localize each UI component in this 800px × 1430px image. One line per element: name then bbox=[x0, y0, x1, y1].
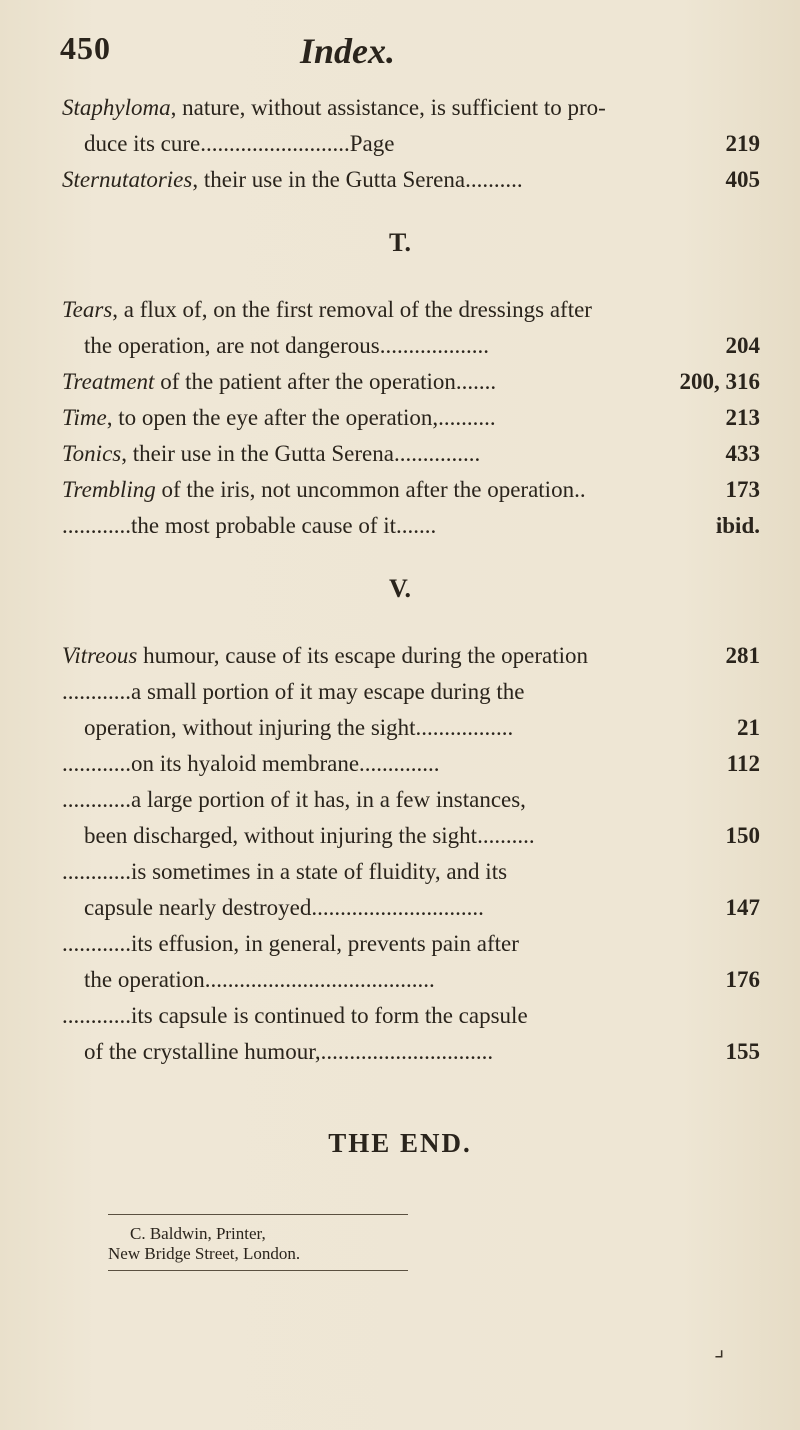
index-line bbox=[0, 362, 800, 402]
entry-page: 281 bbox=[725, 643, 760, 668]
index-line bbox=[0, 160, 800, 200]
index-line bbox=[0, 888, 800, 928]
entry-text: ............its capsule is continued to form the capsule bbox=[62, 1003, 528, 1028]
entry-page: 200, 316 bbox=[679, 369, 760, 394]
running-head: Index. bbox=[300, 31, 396, 71]
entry-headword: Treatment bbox=[62, 369, 155, 394]
entry-text: the operation, are not dangerous................... bbox=[84, 333, 489, 358]
entry-text: of the crystalline humour,.............................. bbox=[84, 1039, 494, 1064]
section-letter-t: T. bbox=[389, 228, 411, 257]
section-letter-v: V. bbox=[389, 574, 411, 603]
entry-headword: Sternutatories bbox=[62, 167, 193, 192]
index-line bbox=[0, 124, 800, 164]
entry-text: ............a small portion of it may escape during the bbox=[62, 679, 525, 704]
divider-top bbox=[108, 1214, 408, 1215]
entry-text: Treatment of the patient after the operation....... bbox=[62, 369, 497, 394]
index-line bbox=[0, 996, 800, 1036]
entry-text: Sternutatories, their use in the Gutta Serena.......... bbox=[62, 167, 523, 192]
index-line bbox=[0, 290, 800, 330]
index-line bbox=[0, 960, 800, 1000]
entry-page: 150 bbox=[725, 823, 760, 848]
entry-text: the operation........................................ bbox=[84, 967, 435, 992]
index-line bbox=[0, 1032, 800, 1072]
entry-headword: Staphyloma bbox=[62, 95, 171, 120]
entry-text: Trembling of the iris, not uncommon after the operation.. bbox=[62, 477, 586, 502]
index-line bbox=[0, 924, 800, 964]
entry-page: 21 bbox=[737, 715, 760, 740]
page-number: 450 bbox=[60, 30, 111, 66]
entry-page: 147 bbox=[725, 895, 760, 920]
index-line bbox=[0, 744, 800, 784]
index-line bbox=[0, 708, 800, 748]
entry-text: Vitreous humour, cause of its escape during the operation bbox=[62, 643, 589, 668]
entry-text: ............is sometimes in a state of fluidity, and its bbox=[62, 859, 508, 884]
index-line bbox=[0, 672, 800, 712]
entry-page: 173 bbox=[725, 477, 760, 502]
entry-headword: Tonics bbox=[62, 441, 122, 466]
printer-imprint bbox=[108, 1224, 300, 1264]
index-line bbox=[0, 326, 800, 366]
entry-text: ............its effusion, in general, prevents pain after bbox=[62, 931, 519, 956]
entry-headword: Tears bbox=[62, 297, 113, 322]
entry-page: 155 bbox=[725, 1039, 760, 1064]
entry-text: Tears, a flux of, on the first removal of the dressings after bbox=[62, 297, 592, 322]
entry-text: ............on its hyaloid membrane.............. bbox=[62, 751, 440, 776]
index-line bbox=[0, 470, 800, 510]
entry-text: Staphyloma, nature, without assistance, is sufficient to pro- bbox=[62, 95, 606, 120]
entry-text: Time, to open the eye after the operation,.......... bbox=[62, 405, 496, 430]
printer-name: C. Baldwin, Printer, bbox=[130, 1224, 266, 1243]
entry-text: ............the most probable cause of it....... bbox=[62, 513, 437, 538]
entry-page: 204 bbox=[725, 333, 760, 358]
divider-bottom bbox=[108, 1270, 408, 1271]
entry-page: 433 bbox=[725, 441, 760, 466]
entry-text: operation, without injuring the sight................. bbox=[84, 715, 514, 740]
entry-page: 176 bbox=[725, 967, 760, 992]
index-line bbox=[0, 88, 800, 128]
page-header bbox=[60, 30, 760, 76]
entry-page: 405 bbox=[725, 167, 760, 192]
entry-text: duce its cure..........................Page bbox=[84, 131, 395, 156]
index-line bbox=[0, 780, 800, 820]
pencil-mark-icon: ⌟ bbox=[714, 1336, 725, 1361]
entry-text: been discharged, without injuring the sight.......... bbox=[84, 823, 535, 848]
entry-page: 112 bbox=[726, 751, 760, 776]
entry-page: 219 bbox=[725, 131, 760, 156]
entry-headword: Trembling bbox=[62, 477, 156, 502]
entry-headword: Time bbox=[62, 405, 107, 430]
index-line bbox=[0, 398, 800, 438]
printer-address: New Bridge Street, London. bbox=[108, 1244, 301, 1263]
entry-page: ibid. bbox=[715, 513, 760, 538]
index-line bbox=[0, 434, 800, 474]
the-end: THE END. bbox=[328, 1128, 472, 1158]
entry-page: 213 bbox=[725, 405, 760, 430]
entry-text: capsule nearly destroyed.............................. bbox=[84, 895, 484, 920]
entry-headword: Vitreous bbox=[62, 643, 138, 668]
index-line bbox=[0, 816, 800, 856]
index-line bbox=[0, 852, 800, 892]
entry-text: ............a large portion of it has, in a few instances, bbox=[62, 787, 526, 812]
index-line bbox=[0, 506, 800, 546]
entry-text: Tonics, their use in the Gutta Serena............... bbox=[62, 441, 481, 466]
index-line bbox=[0, 636, 800, 676]
